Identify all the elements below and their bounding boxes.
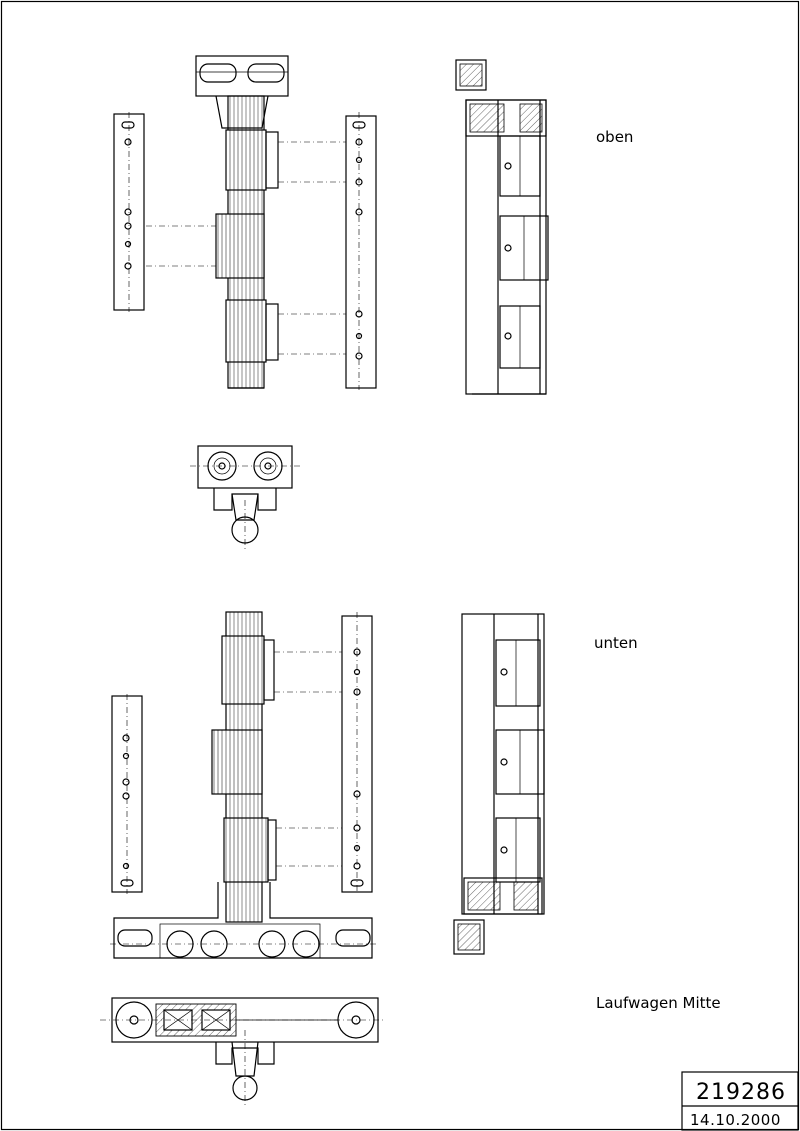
sheet-border	[2, 2, 799, 1130]
hinge-side-section-top	[456, 60, 548, 394]
hinge-front-view-top	[114, 56, 376, 390]
drawing-number: 219286	[696, 1080, 786, 1105]
label-bottom: unten	[594, 634, 638, 652]
hinge-front-view-bottom	[110, 612, 376, 958]
label-top: oben	[596, 128, 634, 146]
carriage-top-view	[190, 446, 300, 550]
hinge-side-section-bottom	[454, 614, 544, 954]
carriage-middle-view	[100, 998, 384, 1106]
label-carriage: Laufwagen Mitte	[596, 994, 721, 1012]
drawing-date: 14.10.2000	[690, 1111, 781, 1129]
